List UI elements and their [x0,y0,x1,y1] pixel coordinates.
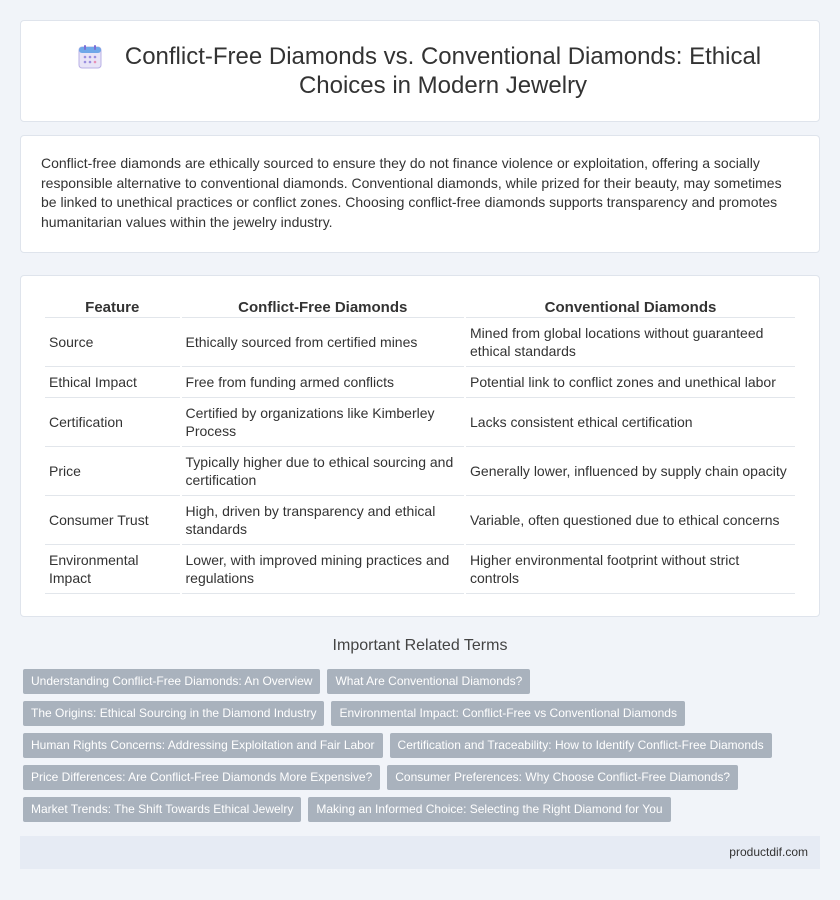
cell-conflict-free: Typically higher due to ethical sourcing and certification [182,447,465,496]
cell-conventional: Higher environmental footprint without strict controls [466,545,795,594]
footer [20,836,820,869]
cell-feature: Certification [45,398,180,447]
tag-row [23,733,813,758]
header-conflict-free: Conflict-Free Diamonds [182,296,465,318]
header-feature: Feature [45,296,180,318]
tag-row [23,797,813,822]
cell-feature: Environmental Impact [45,545,180,594]
cell-conventional: Potential link to conflict zones and unethical labor [466,367,795,398]
table-row [45,447,795,496]
table-row [45,545,795,594]
table-row [45,367,795,398]
cell-conflict-free: Ethically sourced from certified mines [182,318,465,367]
related-term-link[interactable]: Human Rights Concerns: Addressing Exploitation and Fair Labor [23,733,383,758]
comparison-table [43,296,797,594]
table-header-row [45,296,795,318]
cell-conflict-free: Certified by organizations like Kimberley Process [182,398,465,447]
cell-feature: Ethical Impact [45,367,180,398]
related-term-link[interactable]: Environmental Impact: Conflict-Free vs Conventional Diamonds [331,701,684,726]
intro-card [20,135,820,253]
page-title: Conflict-Free Diamonds vs. Conventional Diamonds: Ethical Choices in Modern Jewelry [124,43,762,99]
comparison-table-card [20,275,820,617]
cell-conflict-free: High, driven by transparency and ethical standards [182,496,465,545]
header-card [20,20,820,122]
related-term-link[interactable]: Making an Informed Choice: Selecting the Right Diamond for You [308,797,670,822]
table-row [45,496,795,545]
related-term-link[interactable]: Market Trends: The Shift Towards Ethical Jewelry [23,797,301,822]
cell-conventional: Lacks consistent ethical certification [466,398,795,447]
header-conventional: Conventional Diamonds [466,296,795,318]
footer-site-link[interactable]: productdif.com [729,845,808,859]
cell-conflict-free: Lower, with improved mining practices and regulations [182,545,465,594]
tag-row [23,701,813,726]
table-row [45,318,795,367]
tag-row [23,669,813,694]
cell-feature: Source [45,318,180,367]
calendar-icon [77,44,103,70]
related-term-link[interactable]: The Origins: Ethical Sourcing in the Diamond Industry [23,701,324,726]
related-term-link[interactable]: Understanding Conflict-Free Diamonds: An Overview [23,669,320,694]
related-terms-tags [23,669,813,829]
cell-conventional: Generally lower, influenced by supply chain opacity [466,447,795,496]
tag-row [23,765,813,790]
intro-text: Conflict-free diamonds are ethically sourced to ensure they do not finance violence or exploitation, offering a socially responsible alternative to conventional diamonds. Conventional diamonds, while prized for their beauty, may sometimes be linked to unethical practices or conflict zones. Choosing conflict-free diamonds supports transparency and promotes humanitarian values within the jewelry industry. [41,155,782,230]
title-wrap [70,42,770,100]
cell-feature: Consumer Trust [45,496,180,545]
related-terms-title: Important Related Terms [332,637,508,654]
related-term-link[interactable]: Certification and Traceability: How to Identify Conflict-Free Diamonds [390,733,772,758]
related-term-link[interactable]: Price Differences: Are Conflict-Free Diamonds More Expensive? [23,765,380,790]
table-row [45,398,795,447]
related-term-link[interactable]: What Are Conventional Diamonds? [327,669,530,694]
cell-feature: Price [45,447,180,496]
cell-conventional: Mined from global locations without guaranteed ethical standards [466,318,795,367]
cell-conventional: Variable, often questioned due to ethical concerns [466,496,795,545]
related-term-link[interactable]: Consumer Preferences: Why Choose Conflict-Free Diamonds? [387,765,738,790]
cell-conflict-free: Free from funding armed conflicts [182,367,465,398]
